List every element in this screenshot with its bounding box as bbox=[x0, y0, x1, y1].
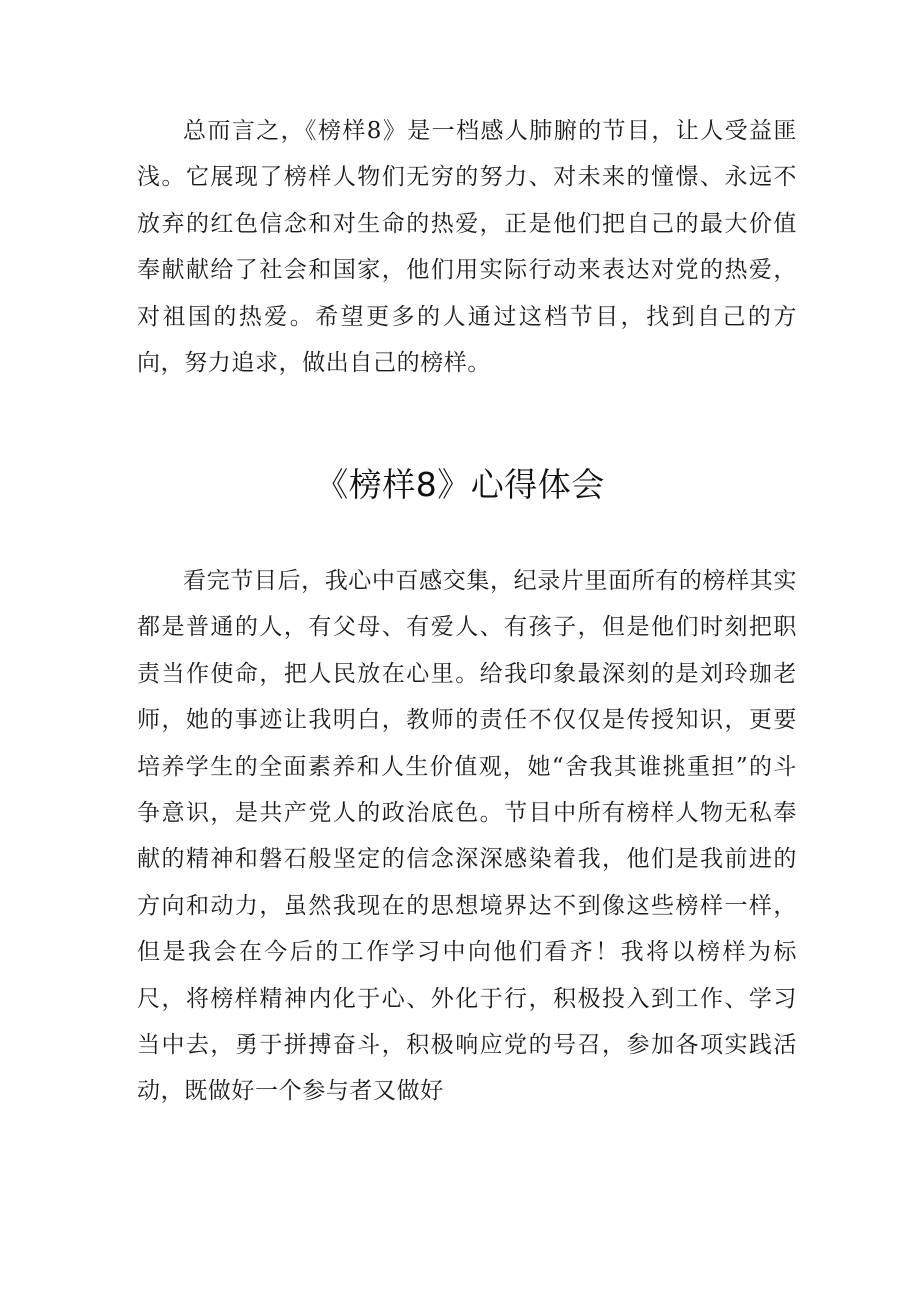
closing-paragraph: 总而言之，《榜样8》是一档感人肺腑的节目，让人受益匪浅。它展现了榜样人物们无穷的努力、对未来的憧憬、永远不放弃的红色信念和对生命的热爱，正是他们把自己的最大价值奉献献给了社会和国家，他们用实际行动来表达对党的热爱，对祖国的热爱。希望更多的人通过这档节目，找到自己的方向，努力追求，做出自己的榜样。 bbox=[137, 118, 797, 377]
reflection-paragraph: 看完节目后，我心中百感交集，纪录片里面所有的榜样其实都是普通的人，有父母、有爱人、有孩子，但是他们时刻把职责当作使命，把人民放在心里。给我印象最深刻的是刘玲珈老师，她的事迹让我明白，教师的责任不仅仅是传授知识，更要培养学生的全面素养和人生价值观，她“舍我其谁挑重担”的斗争意识，是共产党人的政治底色。节目中所有榜样人物无私奉献的精神和磐石般坚定的信念深深感染着我，他们是我前进的方向和动力，虽然我现在的思想境界达不到像这些榜样一样，但是我会在今后的工作学习中向他们看齐！我将以榜样为标尺，将榜样精神内化于心、外化于行，积极投入到工作、学习当中去，勇于拼搏奋斗，积极响应党的号召，参加各项实践活动，既做好一个参与者又做好 bbox=[137, 568, 797, 1105]
section-title: 《榜样8》心得体会 bbox=[315, 465, 605, 504]
